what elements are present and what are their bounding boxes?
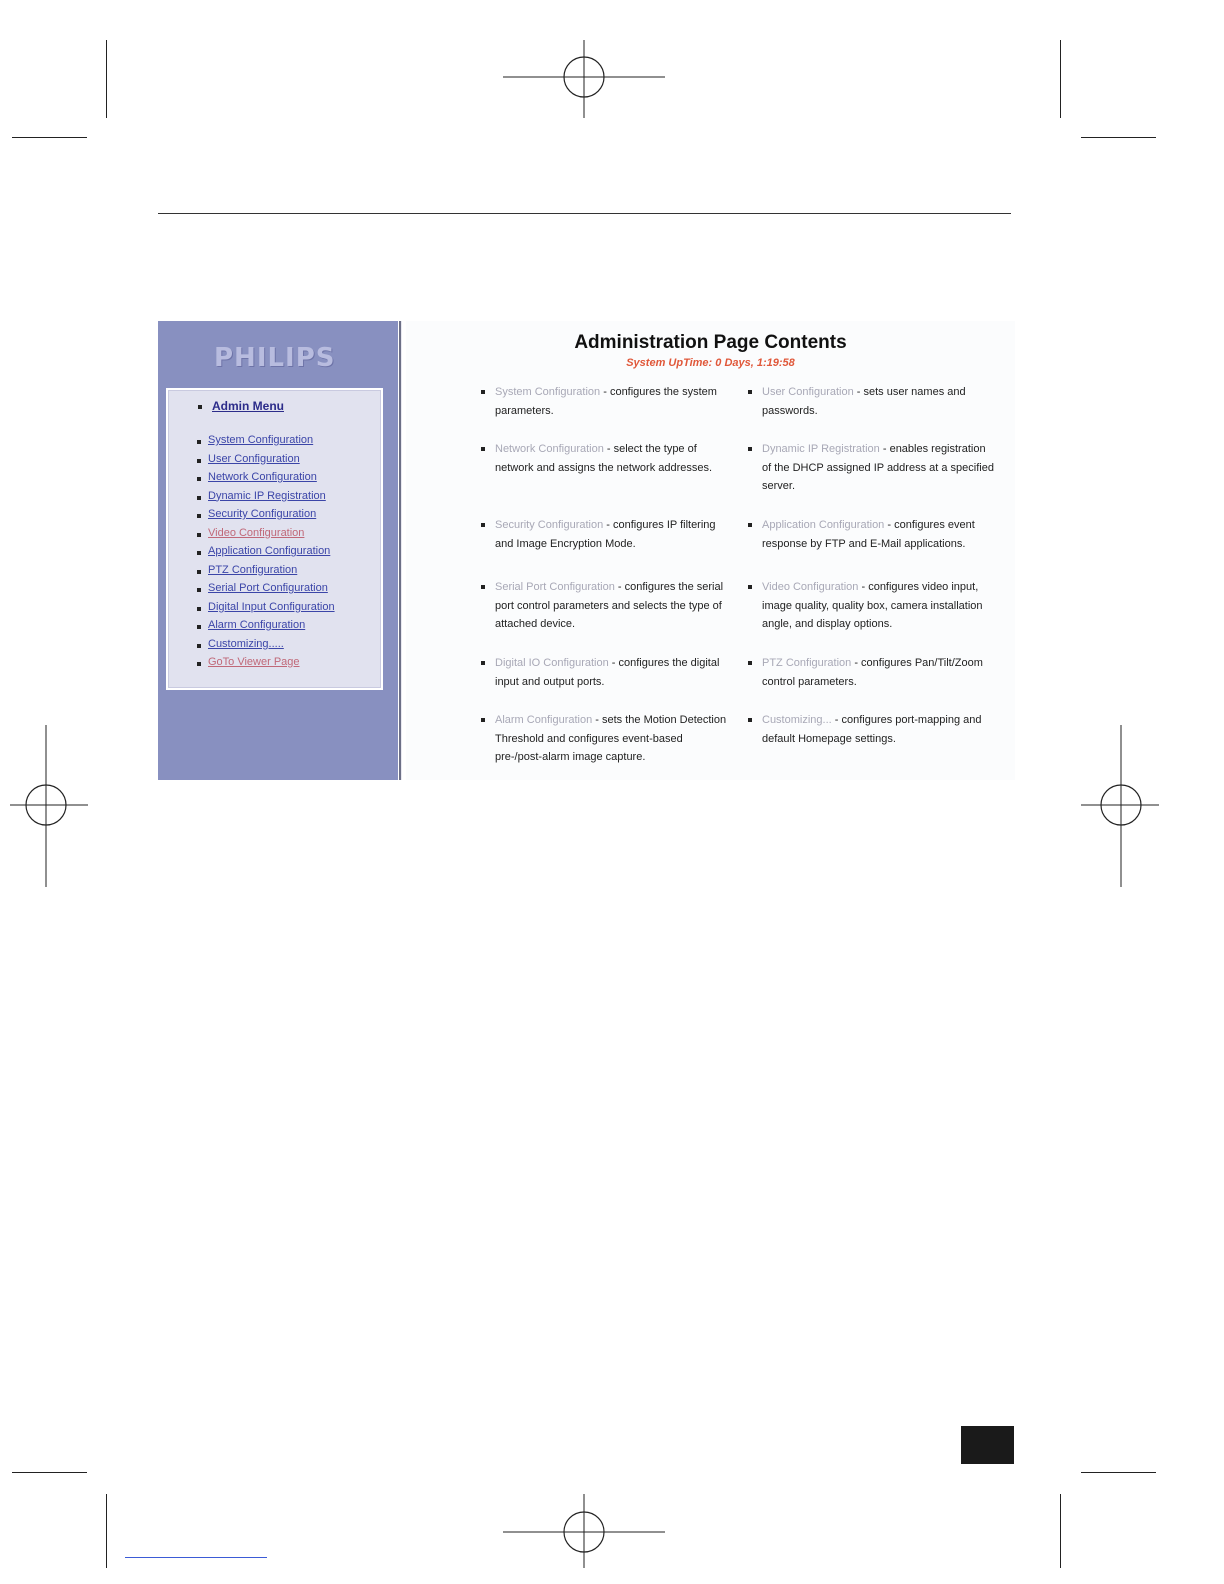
registration-mark-right (1081, 725, 1159, 887)
contents-item (481, 383, 727, 420)
contents-item (481, 654, 727, 691)
contents-item-link[interactable]: Video Configuration (762, 581, 859, 593)
bullet-icon (197, 570, 201, 574)
contents-item (481, 440, 727, 477)
bullet-icon (481, 585, 485, 589)
sidebar-item[interactable] (182, 508, 335, 527)
sidebar-item-label[interactable]: Dynamic IP Registration (208, 489, 326, 502)
crop-mark (106, 1494, 107, 1568)
sidebar-item-label[interactable]: GoTo Viewer Page (208, 656, 300, 668)
contents-item-link[interactable]: Serial Port Configuration (495, 581, 615, 593)
sidebar-item-label[interactable]: User Configuration (208, 452, 300, 465)
bullet-icon (197, 533, 201, 537)
sidebar-item-label[interactable]: System Configuration (208, 434, 314, 446)
contents-item-link[interactable]: Alarm Configuration (495, 714, 593, 726)
bullet-icon (197, 644, 201, 648)
crop-mark (12, 137, 87, 138)
contents-item (481, 516, 727, 553)
admin-menu-panel (166, 388, 383, 690)
crop-mark (1060, 1494, 1061, 1568)
contents-item-description: - configures video input, image quality, quality box, camera installation angle, and display options. (762, 581, 983, 630)
bullet-icon (197, 662, 201, 666)
bullet-icon (197, 496, 201, 500)
contents-item (748, 383, 994, 420)
bullet-icon (197, 514, 201, 518)
crop-mark (106, 40, 107, 118)
bullet-icon (748, 523, 752, 527)
sidebar-item-label[interactable]: Alarm Configuration (208, 619, 306, 631)
contents-item (748, 516, 994, 553)
sidebar-item[interactable] (182, 619, 335, 638)
footer-link-line (125, 1557, 267, 1558)
sidebar-item[interactable] (182, 564, 335, 583)
sidebar-item[interactable] (182, 434, 335, 453)
sidebar-item[interactable] (182, 527, 335, 546)
page-title: Administration Page Contents (574, 332, 847, 353)
sidebar-item-label[interactable]: Digital Input Configuration (208, 600, 335, 613)
sidebar-item[interactable] (182, 545, 335, 564)
sidebar-item-label[interactable]: Serial Port Configuration (208, 582, 328, 594)
bullet-icon (481, 718, 485, 722)
crop-mark (12, 1472, 87, 1473)
contents-item-link[interactable]: Dynamic IP Registration (762, 443, 880, 455)
contents-item-description: - configures port-mapping and default Homepage settings. (762, 714, 982, 745)
bullet-icon (748, 718, 752, 722)
bullet-icon (197, 459, 201, 463)
main-content (406, 321, 1015, 780)
sidebar-item-label[interactable]: Network Configuration (208, 471, 317, 483)
bullet-icon (197, 477, 201, 481)
contents-item-link[interactable]: System Configuration (495, 386, 601, 398)
sidebar-item[interactable] (182, 490, 335, 509)
page-number-tab (961, 1426, 1014, 1464)
bullet-icon (481, 390, 485, 394)
sidebar-item[interactable] (182, 656, 335, 675)
bullet-icon (197, 625, 201, 629)
registration-mark-left (10, 725, 88, 887)
crop-mark (1081, 137, 1156, 138)
contents-item-description: - enables registration of the DHCP assigned IP address at a specified server. (762, 443, 994, 492)
contents-item-link[interactable]: Application Configuration (762, 519, 885, 531)
admin-page-screenshot (158, 321, 1015, 780)
sidebar (158, 321, 398, 780)
contents-item-link[interactable]: PTZ Configuration (762, 657, 852, 669)
contents-item-description: - configures IP filtering and Image Encryption Mode. (495, 519, 716, 550)
sidebar-item-label[interactable]: Security Configuration (208, 508, 317, 520)
sidebar-item-label[interactable]: Application Configuration (208, 545, 331, 557)
bullet-icon (481, 447, 485, 451)
philips-logo: PHILIPS (214, 343, 336, 373)
bullet-icon (748, 447, 752, 451)
contents-item-link[interactable]: Security Configuration (495, 519, 604, 531)
registration-mark-top (503, 40, 665, 118)
bullet-icon (748, 390, 752, 394)
bullet-icon (481, 661, 485, 665)
contents-item-description: - sets user names and passwords. (762, 386, 966, 417)
header-rule (158, 213, 1011, 214)
sidebar-item-label[interactable]: Customizing..... (208, 637, 284, 650)
bullet-icon (197, 607, 201, 611)
contents-item (748, 654, 994, 691)
sidebar-item[interactable] (182, 453, 335, 472)
admin-menu-list (182, 434, 335, 675)
contents-item-description: - configures the serial port control parameters and selects the type of attached device. (495, 581, 724, 630)
contents-item-description: - configures the digital input and output ports. (495, 657, 720, 688)
sidebar-item-label[interactable]: PTZ Configuration (208, 563, 298, 576)
crop-mark (1081, 1472, 1156, 1473)
sidebar-item[interactable] (182, 601, 335, 620)
sidebar-item[interactable] (182, 638, 335, 657)
bullet-icon (748, 585, 752, 589)
contents-item-link[interactable]: Customizing... (762, 714, 832, 726)
system-uptime: System UpTime: 0 Days, 1:19:58 (626, 357, 795, 369)
bullet-icon (197, 588, 201, 592)
bullet-icon (197, 551, 201, 555)
contents-item-link[interactable]: User Configuration (762, 386, 854, 398)
registration-mark-bottom (503, 1494, 665, 1568)
contents-item-description: - configures the system parameters. (495, 386, 717, 417)
bullet-icon (481, 523, 485, 527)
contents-item-description: - configures event response by FTP and E-Mail applications. (762, 519, 975, 550)
crop-mark (1060, 40, 1061, 118)
contents-item (481, 578, 727, 634)
bullet-icon (198, 405, 202, 409)
sidebar-item[interactable] (182, 471, 335, 490)
contents-item-description: - select the type of network and assigns the network addresses. (495, 443, 713, 474)
sidebar-item-label[interactable]: Video Configuration (208, 526, 305, 539)
bullet-icon (197, 440, 201, 444)
contents-item-link[interactable]: Network Configuration (495, 443, 604, 455)
bullet-icon (748, 661, 752, 665)
contents-item (748, 711, 994, 748)
sidebar-item[interactable] (182, 582, 335, 601)
contents-item-link[interactable]: Digital IO Configuration (495, 657, 609, 669)
contents-item-description: - sets the Motion Detection Threshold and configures event-based pre-/post-alarm image capture. (495, 714, 727, 763)
contents-item (481, 711, 727, 767)
contents-item (748, 578, 994, 634)
frame-divider[interactable] (398, 321, 402, 780)
admin-menu-link[interactable]: Admin Menu (212, 399, 284, 413)
contents-item (748, 440, 994, 496)
contents-item-description: - configures Pan/Tilt/Zoom control parameters. (762, 657, 983, 688)
